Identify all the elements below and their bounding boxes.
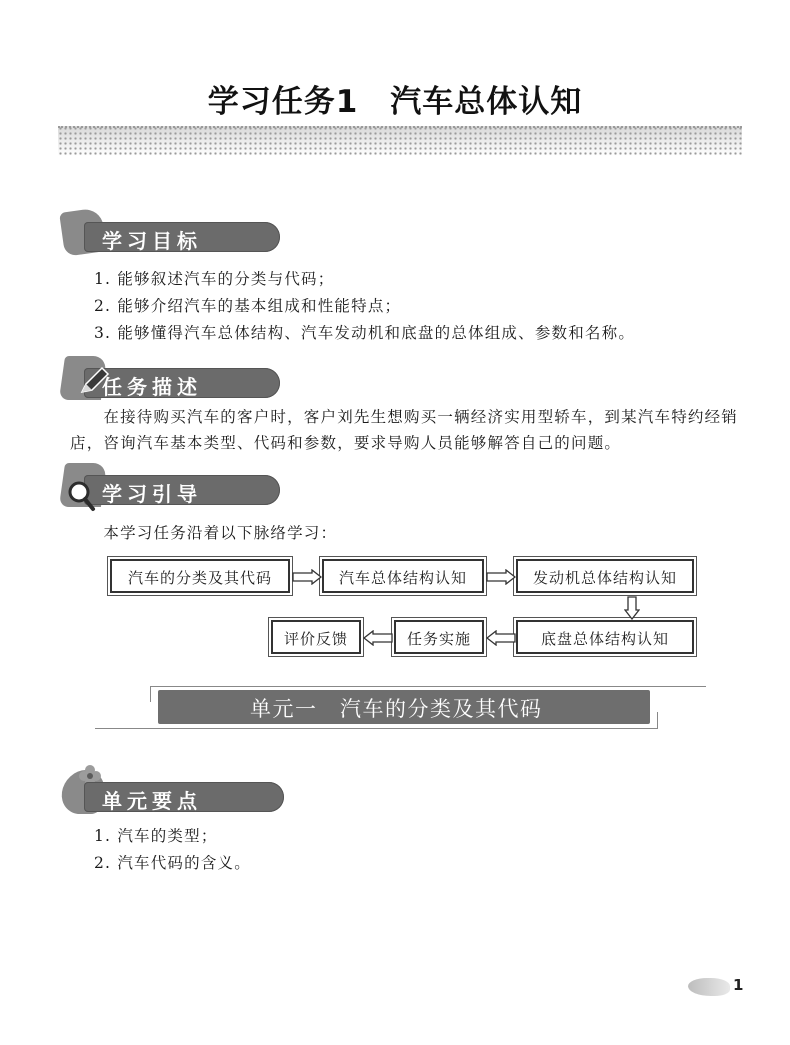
page-number: 1 [733,976,744,994]
section-heading-label: 学习目标 [102,229,202,253]
flow-step-evaluation: 评价反馈 [271,620,361,654]
key-point-item: 1. 汽车的类型； [94,827,218,845]
section-heading-label: 任务描述 [102,375,202,399]
flow-arrow-down-icon [624,596,640,620]
flow-step-task-implementation: 任务实施 [394,620,484,654]
unit-frame-line [657,712,658,728]
flow-step-classification: 汽车的分类及其代码 [110,559,290,593]
flow-step-vehicle-structure: 汽车总体结构认知 [322,559,484,593]
unit-frame-line [150,686,151,702]
page-title: 学习任务1 汽车总体认知 [207,84,583,120]
objective-item: 1. 能够叙述汽车的分类与代码； [94,270,335,288]
unit-frame-line [150,686,706,687]
flow-step-chassis-structure: 底盘总体结构认知 [516,620,694,654]
page-number-decoration [688,978,730,996]
unit-title: 单元一 汽车的分类及其代码 [250,697,543,721]
objective-item: 3. 能够懂得汽车总体结构、汽车发动机和底盘的总体组成、参数和名称。 [94,324,636,342]
section-heading-label: 单元要点 [102,789,202,813]
title-decorative-band [58,126,742,156]
task-description-line: 店，咨询汽车基本类型、代码和参数，要求导购人员能够解答自己的问题。 [70,434,622,452]
section-heading-objectives [62,222,292,254]
flow-arrow-left-icon [486,630,516,646]
unit-frame-line [95,728,658,729]
key-point-item: 2. 汽车代码的含义。 [94,854,251,872]
flow-arrow-right-icon [486,569,516,585]
flow-arrow-left-icon [363,630,393,646]
section-heading-task [62,368,292,400]
guide-intro: 本学习任务沿着以下脉络学习： [70,524,338,542]
task-description-line: 在接待购买汽车的客户时，客户刘先生想购买一辆经济实用型轿车，到某汽车特约经销 [70,408,739,426]
magnifier-icon [66,479,96,513]
objective-item: 2. 能够介绍汽车的基本组成和性能特点； [94,297,402,315]
section-heading-key-points [62,782,292,814]
flow-step-engine-structure: 发动机总体结构认知 [516,559,694,593]
title-divider [58,126,742,128]
flow-arrow-right-icon [292,569,322,585]
section-heading-label: 学习引导 [102,482,202,506]
section-heading-guide [62,475,292,507]
